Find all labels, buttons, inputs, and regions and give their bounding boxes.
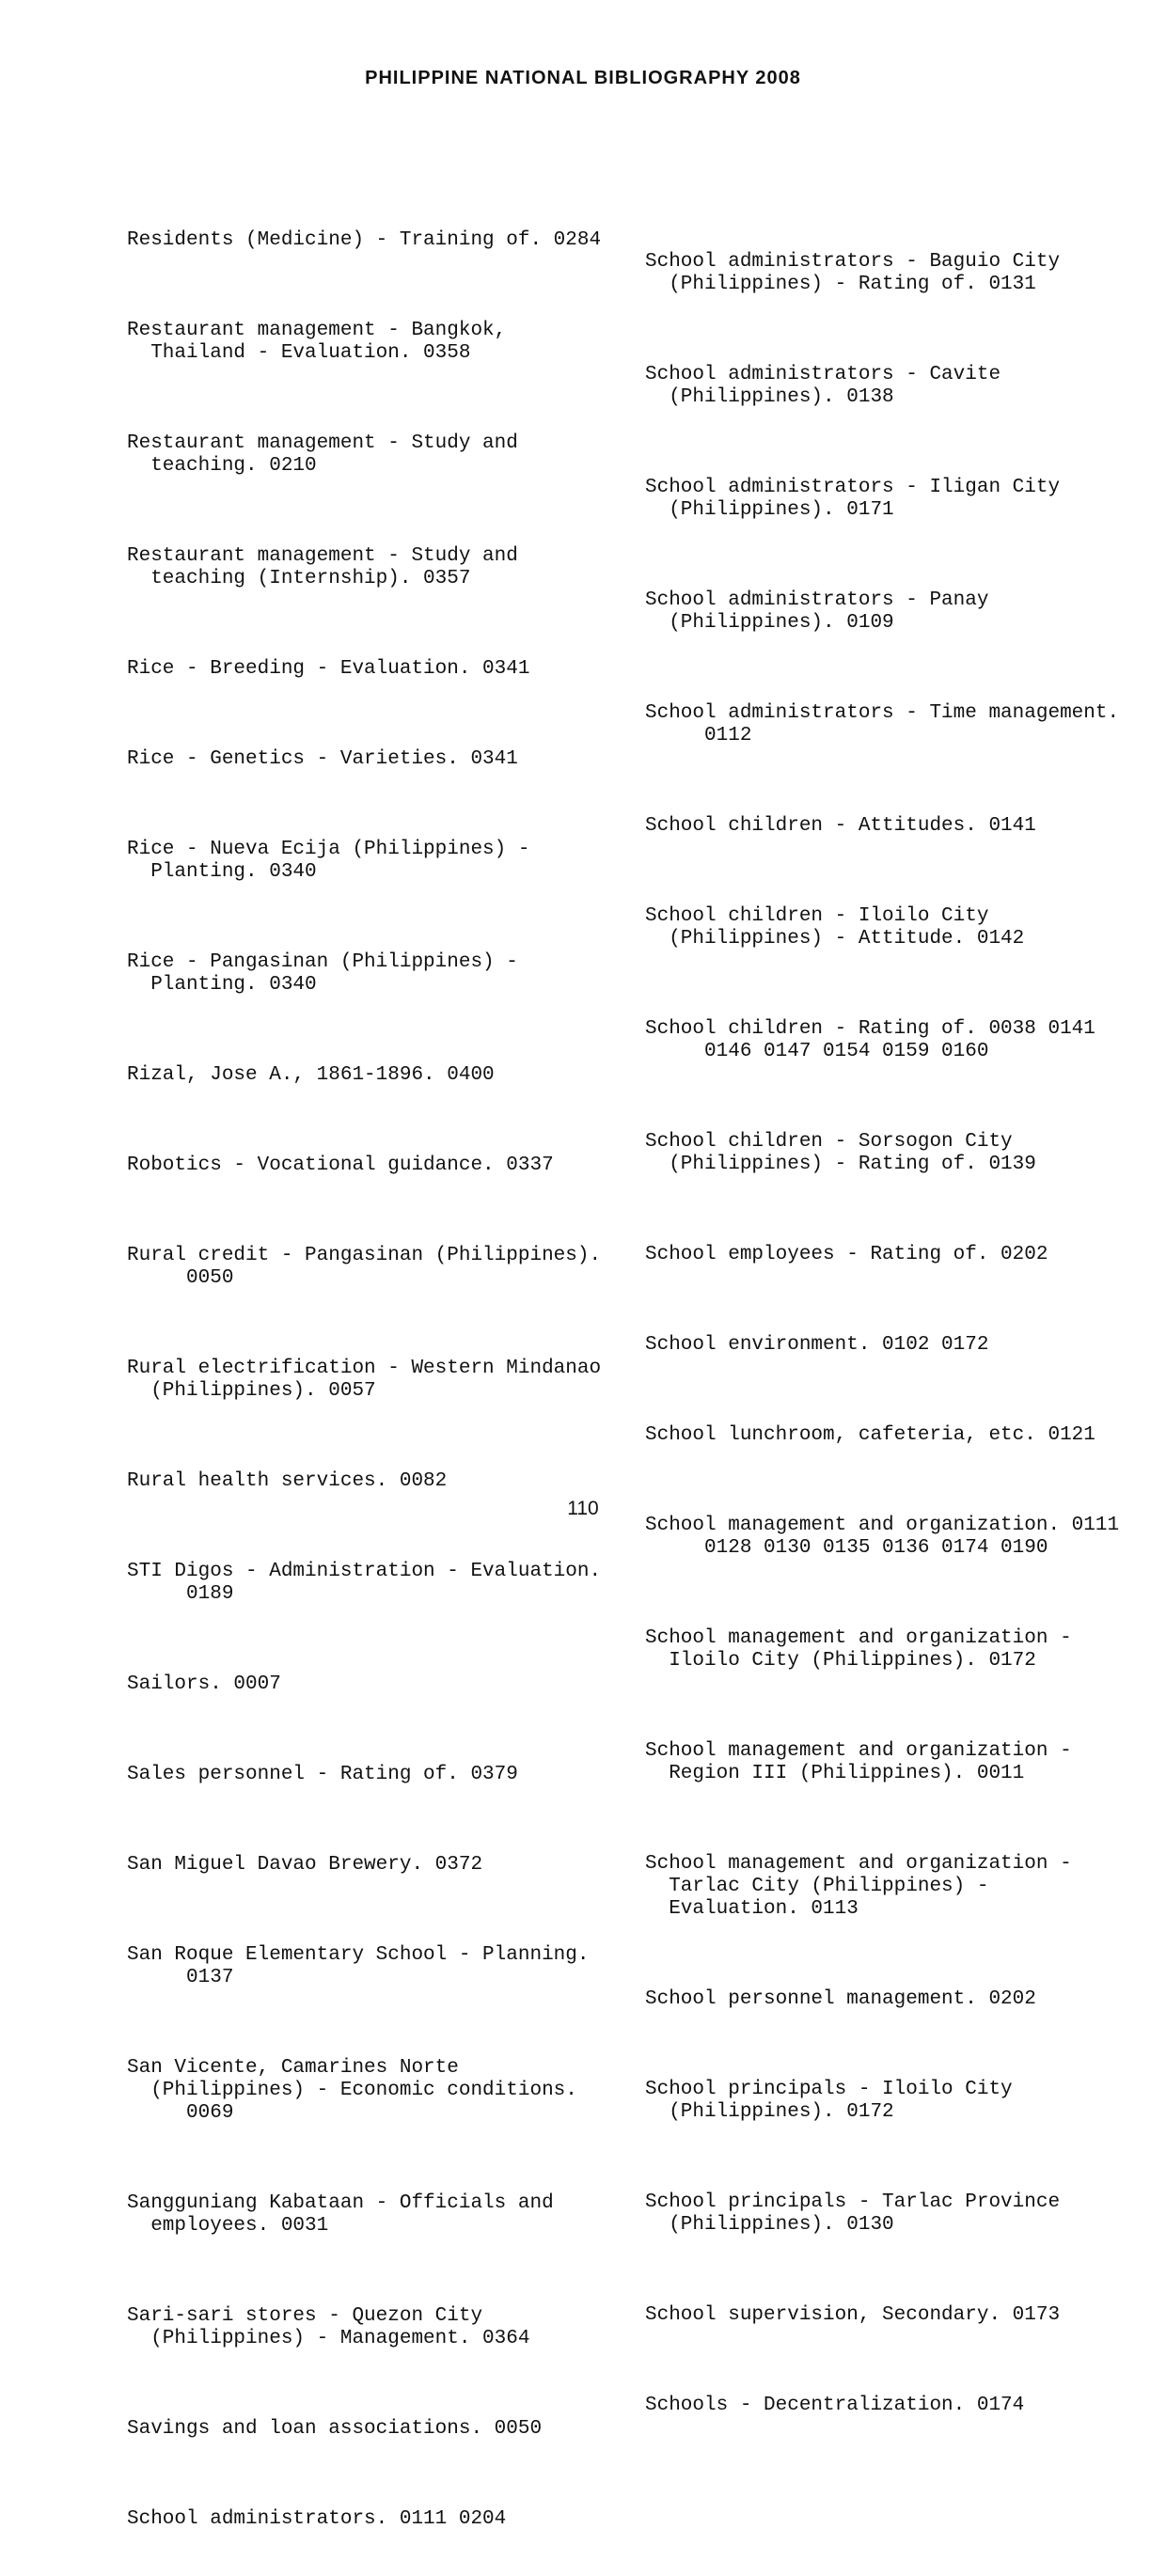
index-column-right	[645, 206, 1134, 2462]
index-entry: Sailors. 0007	[127, 1673, 281, 1695]
index-entry: School lunchroom, cafeteria, etc. 0121	[645, 1424, 1095, 1446]
index-entry: Rural credit - Pangasinan (Philippines). 0050	[127, 1245, 602, 1289]
index-entry: Rice - Genetics - Varieties. 0341	[127, 748, 518, 770]
index-entry: School employees - Rating of. 0202	[645, 1244, 1048, 1265]
index-entry: Rice - Breeding - Evaluation. 0341	[127, 658, 530, 680]
index-entry: School principals - Iloilo City (Philippines). 0172	[645, 2079, 1013, 2123]
index-entry: School management and organization - Iloilo City (Philippines). 0172	[645, 1627, 1072, 1672]
index-entry: Savings and loan associations. 0050	[127, 2418, 543, 2440]
index-entry: Sales personnel - Rating of. 0379	[127, 1764, 518, 1785]
index-entry: San Miguel Davao Brewery. 0372	[127, 1854, 483, 1876]
page-title: PHILIPPINE NATIONAL BIBLIOGRAPHY 2008	[365, 68, 801, 88]
index-entry: School supervision, Secondary. 0173	[645, 2304, 1061, 2326]
index-entry: School administrators - Time management. 0112	[645, 702, 1120, 746]
index-entry: School administrators - Iligan City (Philippines). 0171	[645, 477, 1061, 521]
index-entry: Restaurant management - Study and teaching (Internship). 0357	[127, 545, 518, 589]
index-entry: School management and organization - Tarlac City (Philippines) - Evaluation. 0113	[645, 1853, 1072, 1920]
index-entry: School principals - Tarlac Province (Philippines). 0130	[645, 2191, 1061, 2236]
page-number: 110	[567, 1498, 599, 1519]
index-entry: School administrators - Cavite (Philippines). 0138	[645, 364, 1001, 408]
index-entry: School administrators - Panay (Philippines). 0109	[645, 589, 989, 634]
index-entry: School children - Rating of. 0038 0141 0146 0147 0154 0159 0160	[645, 1018, 1095, 1062]
index-entry: Rice - Pangasinan (Philippines) - Planting. 0340	[127, 951, 518, 996]
index-entry: Sari-sari stores - Quezon City (Philippines) - Management. 0364	[127, 2305, 530, 2349]
index-entry: School children - Attitudes. 0141	[645, 815, 1036, 837]
index-entry: STI Digos - Administration - Evaluation. 0189	[127, 1561, 602, 1605]
index-entry: School administrators. 0111 0204	[127, 2508, 507, 2530]
index-entry: School children - Iloilo City (Philippines) - Attitude. 0142	[645, 905, 1025, 950]
index-entry: School management and organization - Region III (Philippines). 0011	[645, 1740, 1072, 1784]
index-entry: School environment. 0102 0172	[645, 1334, 989, 1356]
index-entry: Schools - Decentralization. 0174	[645, 2395, 1025, 2416]
index-entry: Residents (Medicine) - Training of. 0284	[127, 229, 602, 251]
index-entry: School administrators - Baguio City (Philippines) - Rating of. 0131	[645, 251, 1061, 295]
index-entry: Sangguniang Kabataan - Officials and employees. 0031	[127, 2192, 554, 2237]
index-entry: School management and organization. 0111 0128 0130 0135 0136 0174 0190	[645, 1515, 1120, 1559]
index-entry: Rural health services. 0082	[127, 1470, 448, 1492]
index-entry: Rural electrification - Western Mindanao (Philippines). 0057	[127, 1358, 602, 1402]
index-entry: School children - Sorsogon City (Philippines) - Rating of. 0139	[645, 1131, 1036, 1175]
index-entry: San Roque Elementary School - Planning. 0137	[127, 1944, 590, 1988]
index-entry: Restaurant management - Bangkok, Thailand - Evaluation. 0358	[127, 320, 507, 364]
index-entry: School personnel management. 0202	[645, 1988, 1036, 2010]
index-entry: Rice - Nueva Ecija (Philippines) - Planting. 0340	[127, 839, 530, 883]
index-column-left	[127, 184, 607, 2576]
index-entry: Rizal, Jose A., 1861-1896. 0400	[127, 1064, 495, 1086]
index-entry: San Vicente, Camarines Norte (Philippines) - Economic conditions. 0069	[127, 2057, 577, 2124]
index-entry: Robotics - Vocational guidance. 0337	[127, 1154, 554, 1176]
index-entry: Restaurant management - Study and teaching. 0210	[127, 432, 518, 477]
